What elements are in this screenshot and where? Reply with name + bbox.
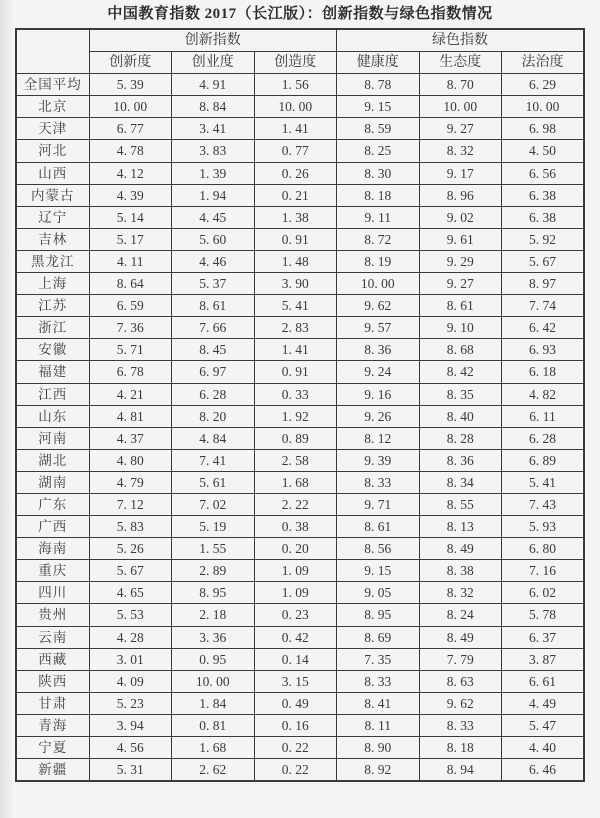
value-cell: 4. 40 <box>502 737 585 759</box>
table-row <box>16 383 584 405</box>
value-cell: 5. 47 <box>502 714 585 736</box>
value-cell: 8. 32 <box>419 582 502 604</box>
value-cell: 8. 68 <box>419 339 502 361</box>
value-cell: 8. 61 <box>419 295 502 317</box>
value-cell: 8. 32 <box>419 140 502 162</box>
value-cell: 4. 37 <box>89 427 172 449</box>
value-cell: 8. 92 <box>337 759 420 782</box>
value-cell: 0. 89 <box>254 427 337 449</box>
value-cell: 9. 62 <box>337 295 420 317</box>
value-cell: 5. 31 <box>89 759 172 782</box>
value-cell: 1. 09 <box>254 582 337 604</box>
region-cell: 内蒙古 <box>16 184 89 206</box>
value-cell: 5. 41 <box>254 295 337 317</box>
value-cell: 8. 59 <box>337 118 420 140</box>
value-cell: 8. 40 <box>419 405 502 427</box>
value-cell: 8. 70 <box>419 74 502 96</box>
value-cell: 8. 61 <box>172 295 255 317</box>
value-cell: 4. 78 <box>89 140 172 162</box>
value-cell: 1. 38 <box>254 206 337 228</box>
table-row <box>16 493 584 515</box>
value-cell: 8. 61 <box>337 516 420 538</box>
table-row <box>16 516 584 538</box>
value-cell: 10. 00 <box>172 670 255 692</box>
value-cell: 9. 26 <box>337 405 420 427</box>
column-header-3: 健康度 <box>337 52 420 74</box>
value-cell: 0. 16 <box>254 714 337 736</box>
value-cell: 3. 90 <box>254 273 337 295</box>
value-cell: 10. 00 <box>502 96 585 118</box>
value-cell: 4. 56 <box>89 737 172 759</box>
value-cell: 8. 28 <box>419 427 502 449</box>
value-cell: 5. 17 <box>89 228 172 250</box>
region-cell: 湖北 <box>16 449 89 471</box>
value-cell: 1. 56 <box>254 74 337 96</box>
value-cell: 4. 81 <box>89 405 172 427</box>
value-cell: 8. 18 <box>337 184 420 206</box>
region-cell: 黑龙江 <box>16 250 89 272</box>
value-cell: 6. 61 <box>502 670 585 692</box>
table-row <box>16 538 584 560</box>
table-row <box>16 737 584 759</box>
value-cell: 8. 19 <box>337 250 420 272</box>
column-header-0: 创新度 <box>89 52 172 74</box>
value-cell: 9. 71 <box>337 493 420 515</box>
value-cell: 4. 21 <box>89 383 172 405</box>
value-cell: 0. 95 <box>172 648 255 670</box>
value-cell: 1. 39 <box>172 162 255 184</box>
region-cell: 辽宁 <box>16 206 89 228</box>
value-cell: 4. 49 <box>502 692 585 714</box>
value-cell: 9. 39 <box>337 449 420 471</box>
value-cell: 9. 15 <box>337 560 420 582</box>
table-row <box>16 228 584 250</box>
value-cell: 3. 36 <box>172 626 255 648</box>
table-row <box>16 295 584 317</box>
table-row <box>16 560 584 582</box>
table-row <box>16 250 584 272</box>
value-cell: 0. 77 <box>254 140 337 162</box>
value-cell: 0. 38 <box>254 516 337 538</box>
value-cell: 8. 95 <box>172 582 255 604</box>
value-cell: 7. 41 <box>172 449 255 471</box>
value-cell: 4. 12 <box>89 162 172 184</box>
group-header-row <box>16 29 584 52</box>
value-cell: 8. 69 <box>337 626 420 648</box>
region-cell: 安徽 <box>16 339 89 361</box>
value-cell: 2. 18 <box>172 604 255 626</box>
value-cell: 6. 28 <box>502 427 585 449</box>
region-cell: 青海 <box>16 714 89 736</box>
value-cell: 8. 18 <box>419 737 502 759</box>
value-cell: 5. 93 <box>502 516 585 538</box>
group-header-innovation: 创新指数 <box>89 29 337 52</box>
table-row <box>16 317 584 339</box>
value-cell: 6. 38 <box>502 206 585 228</box>
value-cell: 5. 37 <box>172 273 255 295</box>
value-cell: 0. 22 <box>254 759 337 782</box>
value-cell: 4. 46 <box>172 250 255 272</box>
value-cell: 6. 28 <box>172 383 255 405</box>
value-cell: 6. 56 <box>502 162 585 184</box>
value-cell: 8. 33 <box>337 471 420 493</box>
table-row <box>16 582 584 604</box>
value-cell: 4. 50 <box>502 140 585 162</box>
value-cell: 3. 41 <box>172 118 255 140</box>
value-cell: 5. 92 <box>502 228 585 250</box>
value-cell: 8. 30 <box>337 162 420 184</box>
value-cell: 9. 17 <box>419 162 502 184</box>
value-cell: 10. 00 <box>337 273 420 295</box>
page-title: 中国教育指数 2017（长江版）：创新指数与绿色指数情况 <box>107 6 493 22</box>
region-cell: 重庆 <box>16 560 89 582</box>
region-cell: 上海 <box>16 273 89 295</box>
value-cell: 7. 66 <box>172 317 255 339</box>
region-cell: 西藏 <box>16 648 89 670</box>
table-row <box>16 96 584 118</box>
value-cell: 1. 68 <box>172 737 255 759</box>
value-cell: 8. 42 <box>419 361 502 383</box>
region-cell: 浙江 <box>16 317 89 339</box>
value-cell: 1. 94 <box>172 184 255 206</box>
table-row <box>16 714 584 736</box>
value-cell: 5. 60 <box>172 228 255 250</box>
region-cell: 江西 <box>16 383 89 405</box>
value-cell: 5. 39 <box>89 74 172 96</box>
value-cell: 8. 95 <box>337 604 420 626</box>
value-cell: 0. 23 <box>254 604 337 626</box>
table-row <box>16 74 584 96</box>
value-cell: 0. 42 <box>254 626 337 648</box>
region-cell: 甘肃 <box>16 692 89 714</box>
table-row <box>16 273 584 295</box>
value-cell: 9. 05 <box>337 582 420 604</box>
value-cell: 3. 94 <box>89 714 172 736</box>
value-cell: 8. 33 <box>337 670 420 692</box>
value-cell: 7. 16 <box>502 560 585 582</box>
column-header-1: 创业度 <box>172 52 255 74</box>
region-cell: 吉林 <box>16 228 89 250</box>
column-header-4: 生态度 <box>419 52 502 74</box>
table-row <box>16 405 584 427</box>
region-cell: 山西 <box>16 162 89 184</box>
value-cell: 8. 38 <box>419 560 502 582</box>
value-cell: 5. 19 <box>172 516 255 538</box>
value-cell: 10. 00 <box>254 96 337 118</box>
value-cell: 3. 15 <box>254 670 337 692</box>
index-table <box>15 28 585 782</box>
value-cell: 5. 26 <box>89 538 172 560</box>
region-cell: 广东 <box>16 493 89 515</box>
value-cell: 5. 67 <box>502 250 585 272</box>
value-cell: 0. 20 <box>254 538 337 560</box>
region-cell: 贵州 <box>16 604 89 626</box>
region-cell: 宁夏 <box>16 737 89 759</box>
corner-cell <box>16 29 89 74</box>
value-cell: 6. 38 <box>502 184 585 206</box>
value-cell: 4. 65 <box>89 582 172 604</box>
column-header-2: 创造度 <box>254 52 337 74</box>
table-header <box>16 29 584 74</box>
value-cell: 0. 14 <box>254 648 337 670</box>
value-cell: 6. 46 <box>502 759 585 782</box>
value-cell: 8. 49 <box>419 626 502 648</box>
value-cell: 9. 15 <box>337 96 420 118</box>
value-cell: 7. 79 <box>419 648 502 670</box>
value-cell: 2. 62 <box>172 759 255 782</box>
value-cell: 6. 93 <box>502 339 585 361</box>
value-cell: 1. 09 <box>254 560 337 582</box>
value-cell: 5. 71 <box>89 339 172 361</box>
value-cell: 3. 87 <box>502 648 585 670</box>
value-cell: 0. 21 <box>254 184 337 206</box>
value-cell: 6. 11 <box>502 405 585 427</box>
value-cell: 7. 36 <box>89 317 172 339</box>
value-cell: 8. 49 <box>419 538 502 560</box>
value-cell: 4. 45 <box>172 206 255 228</box>
value-cell: 9. 24 <box>337 361 420 383</box>
value-cell: 6. 37 <box>502 626 585 648</box>
value-cell: 5. 14 <box>89 206 172 228</box>
value-cell: 8. 20 <box>172 405 255 427</box>
region-cell: 江苏 <box>16 295 89 317</box>
value-cell: 5. 61 <box>172 471 255 493</box>
table-row <box>16 471 584 493</box>
value-cell: 8. 96 <box>419 184 502 206</box>
region-cell: 广西 <box>16 516 89 538</box>
value-cell: 6. 77 <box>89 118 172 140</box>
value-cell: 8. 36 <box>337 339 420 361</box>
region-cell: 福建 <box>16 361 89 383</box>
value-cell: 8. 90 <box>337 737 420 759</box>
value-cell: 8. 11 <box>337 714 420 736</box>
value-cell: 9. 11 <box>337 206 420 228</box>
value-cell: 6. 59 <box>89 295 172 317</box>
region-cell: 全国平均 <box>16 74 89 96</box>
value-cell: 0. 91 <box>254 361 337 383</box>
value-cell: 6. 29 <box>502 74 585 96</box>
value-cell: 8. 56 <box>337 538 420 560</box>
value-cell: 6. 89 <box>502 449 585 471</box>
value-cell: 4. 09 <box>89 670 172 692</box>
value-cell: 6. 80 <box>502 538 585 560</box>
value-cell: 0. 22 <box>254 737 337 759</box>
value-cell: 8. 41 <box>337 692 420 714</box>
value-cell: 7. 02 <box>172 493 255 515</box>
value-cell: 3. 01 <box>89 648 172 670</box>
value-cell: 1. 68 <box>254 471 337 493</box>
region-cell: 陕西 <box>16 670 89 692</box>
value-cell: 1. 41 <box>254 118 337 140</box>
value-cell: 1. 55 <box>172 538 255 560</box>
column-header-5: 法治度 <box>502 52 585 74</box>
value-cell: 0. 26 <box>254 162 337 184</box>
table-row <box>16 759 584 782</box>
value-cell: 8. 12 <box>337 427 420 449</box>
value-cell: 5. 53 <box>89 604 172 626</box>
table-row <box>16 339 584 361</box>
value-cell: 4. 39 <box>89 184 172 206</box>
value-cell: 8. 55 <box>419 493 502 515</box>
value-cell: 2. 83 <box>254 317 337 339</box>
value-cell: 6. 42 <box>502 317 585 339</box>
value-cell: 8. 63 <box>419 670 502 692</box>
value-cell: 4. 80 <box>89 449 172 471</box>
value-cell: 0. 81 <box>172 714 255 736</box>
value-cell: 8. 45 <box>172 339 255 361</box>
table-body <box>16 74 584 782</box>
value-cell: 1. 84 <box>172 692 255 714</box>
value-cell: 0. 91 <box>254 228 337 250</box>
value-cell: 5. 67 <box>89 560 172 582</box>
value-cell: 9. 62 <box>419 692 502 714</box>
value-cell: 8. 13 <box>419 516 502 538</box>
region-cell: 云南 <box>16 626 89 648</box>
value-cell: 6. 02 <box>502 582 585 604</box>
value-cell: 8. 72 <box>337 228 420 250</box>
value-cell: 0. 33 <box>254 383 337 405</box>
value-cell: 8. 34 <box>419 471 502 493</box>
value-cell: 7. 74 <box>502 295 585 317</box>
table-row <box>16 692 584 714</box>
value-cell: 2. 22 <box>254 493 337 515</box>
value-cell: 8. 25 <box>337 140 420 162</box>
value-cell: 6. 98 <box>502 118 585 140</box>
value-cell: 0. 49 <box>254 692 337 714</box>
value-cell: 6. 18 <box>502 361 585 383</box>
value-cell: 8. 78 <box>337 74 420 96</box>
value-cell: 8. 97 <box>502 273 585 295</box>
value-cell: 7. 35 <box>337 648 420 670</box>
value-cell: 5. 23 <box>89 692 172 714</box>
value-cell: 9. 29 <box>419 250 502 272</box>
table-row <box>16 140 584 162</box>
value-cell: 8. 94 <box>419 759 502 782</box>
region-cell: 湖南 <box>16 471 89 493</box>
value-cell: 4. 11 <box>89 250 172 272</box>
value-cell: 8. 35 <box>419 383 502 405</box>
table-row <box>16 648 584 670</box>
value-cell: 6. 78 <box>89 361 172 383</box>
value-cell: 3. 83 <box>172 140 255 162</box>
region-cell: 山东 <box>16 405 89 427</box>
value-cell: 4. 79 <box>89 471 172 493</box>
table-row <box>16 361 584 383</box>
value-cell: 4. 28 <box>89 626 172 648</box>
value-cell: 8. 36 <box>419 449 502 471</box>
value-cell: 8. 33 <box>419 714 502 736</box>
column-header-row <box>16 52 584 74</box>
value-cell: 1. 41 <box>254 339 337 361</box>
table-row <box>16 184 584 206</box>
value-cell: 4. 91 <box>172 74 255 96</box>
region-cell: 天津 <box>16 118 89 140</box>
table-row <box>16 670 584 692</box>
region-cell: 河北 <box>16 140 89 162</box>
table-row <box>16 427 584 449</box>
value-cell: 7. 12 <box>89 493 172 515</box>
value-cell: 1. 48 <box>254 250 337 272</box>
region-cell: 新疆 <box>16 759 89 782</box>
value-cell: 8. 84 <box>172 96 255 118</box>
value-cell: 5. 83 <box>89 516 172 538</box>
table-row <box>16 206 584 228</box>
value-cell: 6. 97 <box>172 361 255 383</box>
value-cell: 4. 84 <box>172 427 255 449</box>
value-cell: 2. 89 <box>172 560 255 582</box>
region-cell: 河南 <box>16 427 89 449</box>
value-cell: 10. 00 <box>89 96 172 118</box>
value-cell: 5. 41 <box>502 471 585 493</box>
region-cell: 北京 <box>16 96 89 118</box>
value-cell: 9. 27 <box>419 273 502 295</box>
table-row <box>16 604 584 626</box>
value-cell: 9. 57 <box>337 317 420 339</box>
table-row <box>16 626 584 648</box>
value-cell: 7. 43 <box>502 493 585 515</box>
value-cell: 9. 61 <box>419 228 502 250</box>
value-cell: 9. 27 <box>419 118 502 140</box>
value-cell: 5. 78 <box>502 604 585 626</box>
value-cell: 9. 16 <box>337 383 420 405</box>
table-row <box>16 118 584 140</box>
value-cell: 1. 92 <box>254 405 337 427</box>
value-cell: 9. 02 <box>419 206 502 228</box>
value-cell: 10. 00 <box>419 96 502 118</box>
region-cell: 海南 <box>16 538 89 560</box>
value-cell: 8. 24 <box>419 604 502 626</box>
value-cell: 8. 64 <box>89 273 172 295</box>
value-cell: 2. 58 <box>254 449 337 471</box>
group-header-green: 绿色指数 <box>337 29 585 52</box>
table-row <box>16 162 584 184</box>
value-cell: 4. 82 <box>502 383 585 405</box>
value-cell: 9. 10 <box>419 317 502 339</box>
table-row <box>16 449 584 471</box>
region-cell: 四川 <box>16 582 89 604</box>
